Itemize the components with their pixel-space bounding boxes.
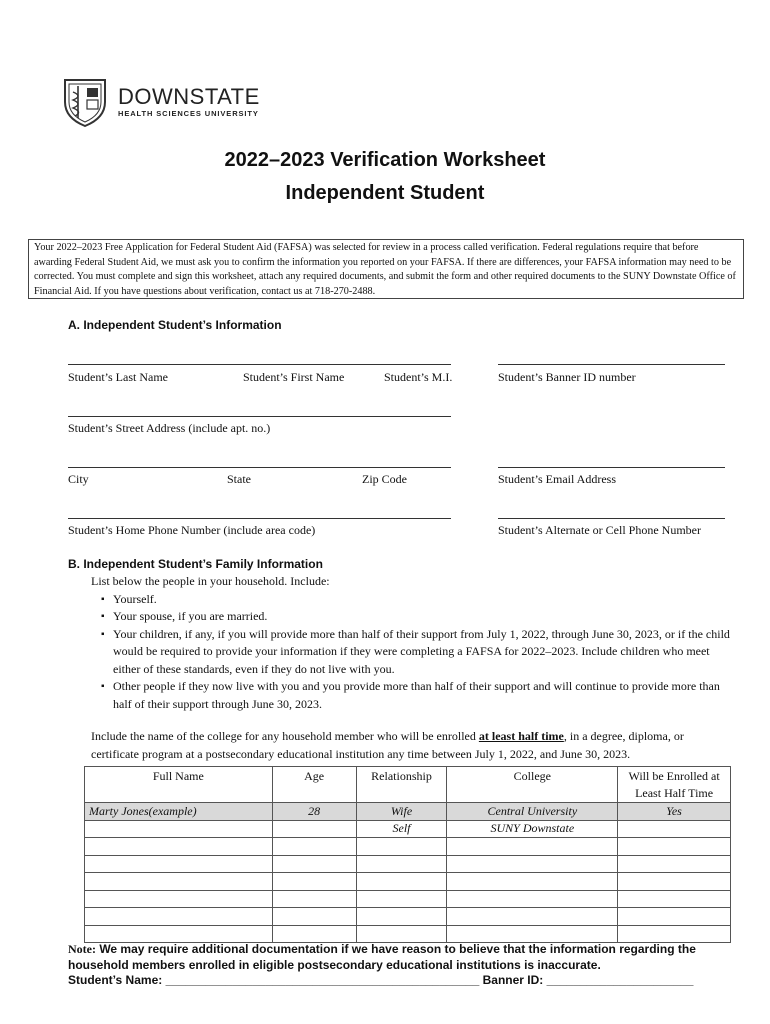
intro-box: Your 2022–2023 Free Application for Federal Student Aid (FAFSA) was selected for review in a process called verification. Federal regulations require that before awarding Federal Student Aid, we must ask you to confirm the information you reported on your FAFSA. If there are differences, your FAFSA information may need to be corrected. You must complete and sign this worksheet, attach any required documents, and submit the form and other required documents to the SUNY Downstate Office of Financial Aid. If you have questions about verification, contact us at 718-270-2488. (28, 239, 744, 299)
street-label: Student’s Street Address (include apt. no.) (68, 421, 271, 435)
college-instruction: Include the name of the college for any household member who will be enrolled at least half time, in a degree, diploma, or certificate program at a postsecondary educational institution any time between July 1, 2022, and June 30, 2023. (91, 729, 684, 761)
table-cell[interactable] (85, 890, 273, 908)
table-cell[interactable] (85, 820, 273, 838)
table-cell[interactable] (618, 873, 731, 891)
section-a-heading: A. Independent Student’s Information (68, 318, 282, 332)
city-state-zip-line[interactable] (68, 467, 451, 468)
signature-row (68, 973, 748, 989)
table-cell[interactable] (272, 838, 356, 856)
table-cell[interactable] (272, 820, 356, 838)
table-cell[interactable] (356, 873, 447, 891)
list-item: ▪ Other people if they now live with you and you provide more than half of their support and will continue to provide more than half of their support through June 30, 2023. (101, 678, 731, 713)
table-header-row (85, 767, 731, 803)
email-label: Student’s Email Address (498, 472, 616, 486)
col-header-relationship: Relationship (356, 767, 447, 803)
email-line[interactable] (498, 467, 725, 468)
table-cell[interactable] (85, 838, 273, 856)
street-line[interactable] (68, 416, 451, 417)
table-cell[interactable] (85, 855, 273, 873)
table-cell[interactable] (447, 925, 618, 943)
col-header-college: College (447, 767, 618, 803)
table-row[interactable] (85, 838, 731, 856)
col-header-age: Age (272, 767, 356, 803)
household-bullet-list (101, 591, 731, 714)
table-row[interactable] (85, 908, 731, 926)
list-item: ▪ Your spouse, if you are married. (101, 608, 731, 626)
table-row-example (85, 803, 731, 821)
table-cell[interactable] (85, 908, 273, 926)
table-cell[interactable] (447, 838, 618, 856)
zip-label: Zip Code (362, 472, 407, 486)
table-row[interactable] (85, 873, 731, 891)
banner-id-label: Student’s Banner ID number (498, 370, 636, 384)
table-cell[interactable] (618, 890, 731, 908)
table-cell: Yes (618, 803, 731, 821)
table-cell[interactable] (447, 890, 618, 908)
note-block (68, 942, 748, 989)
table-cell[interactable] (356, 890, 447, 908)
table-cell[interactable] (618, 925, 731, 943)
list-item: ▪ Yourself. (101, 591, 731, 609)
page-title: 2022–2023 Verification Worksheet (224, 149, 546, 171)
home-phone-label: Student’s Home Phone Number (include area code) (68, 523, 316, 537)
city-label: City (68, 472, 89, 486)
col-header-full-name: Full Name (85, 767, 273, 803)
logo-wordmark: DOWNSTATE (118, 84, 260, 109)
table-cell[interactable] (447, 873, 618, 891)
table-cell[interactable]: Self (356, 820, 447, 838)
table-cell[interactable] (618, 820, 731, 838)
table-row[interactable] (85, 925, 731, 943)
table-cell[interactable] (618, 908, 731, 926)
list-item: ▪ Your children, if any, if you will provide more than half of their support from July 1, 2022, through June 30, 2023, or if the child would be required to provide your information if they were completing a FAFSA for 2022–2023. Include children who meet either of these standards, even if they do not live with you. (101, 626, 731, 679)
name-line[interactable] (68, 364, 451, 365)
table-cell: Central University (447, 803, 618, 821)
col-header-enrolled: Will be Enrolled at Least Half Time (618, 767, 731, 803)
table-cell[interactable] (272, 873, 356, 891)
note-text: Note: We may require additional documentation if we have reason to believe that the information regarding the household members enrolled in eligible postsecondary educational institutions is inaccurate. (68, 942, 696, 972)
table-cell[interactable] (85, 873, 273, 891)
half-time-emphasis: at least half time (478, 729, 564, 743)
table-cell[interactable] (618, 855, 731, 873)
household-table (84, 766, 731, 943)
table-cell[interactable] (272, 855, 356, 873)
page-subtitle: Independent Student (285, 182, 485, 204)
table-cell[interactable] (272, 925, 356, 943)
student-name-line[interactable]: _______________________________________________ (165, 973, 480, 987)
table-cell[interactable]: SUNY Downstate (447, 820, 618, 838)
table-cell[interactable] (447, 908, 618, 926)
cell-phone-line[interactable] (498, 518, 725, 519)
section-b-body (91, 573, 731, 763)
table-cell[interactable] (356, 925, 447, 943)
last-name-label: Student’s Last Name (68, 370, 168, 384)
table-cell: Marty Jones(example) (85, 803, 273, 821)
home-phone-line[interactable] (68, 518, 451, 519)
table-cell[interactable] (356, 838, 447, 856)
table-cell[interactable] (618, 838, 731, 856)
table-cell[interactable] (272, 890, 356, 908)
table-cell[interactable] (356, 855, 447, 873)
table-cell: Wife (356, 803, 447, 821)
mi-label: Student’s M.I. (384, 370, 453, 384)
table-row[interactable] (85, 890, 731, 908)
table-cell[interactable] (356, 908, 447, 926)
shield-icon (62, 78, 108, 128)
note-label: Note: (68, 942, 96, 956)
table-cell[interactable] (272, 908, 356, 926)
banner-id-footer-label: Banner ID: (482, 973, 544, 987)
first-name-label: Student’s First Name (243, 370, 345, 384)
state-label: State (227, 472, 251, 486)
student-name-label: Student’s Name: (68, 973, 163, 987)
logo-subtitle: HEALTH SCIENCES UNIVERSITY (118, 109, 259, 118)
banner-id-footer-line[interactable]: ______________________ (546, 973, 694, 987)
cell-phone-label: Student’s Alternate or Cell Phone Number (498, 523, 701, 537)
banner-id-line[interactable] (498, 364, 725, 365)
table-row[interactable] (85, 820, 731, 838)
table-cell: 28 (272, 803, 356, 821)
section-b-lead: List below the people in your household. Include: (91, 574, 330, 588)
section-b-heading: B. Independent Student’s Family Information (68, 557, 323, 571)
table-cell[interactable] (447, 855, 618, 873)
table-row[interactable] (85, 855, 731, 873)
table-cell[interactable] (85, 925, 273, 943)
